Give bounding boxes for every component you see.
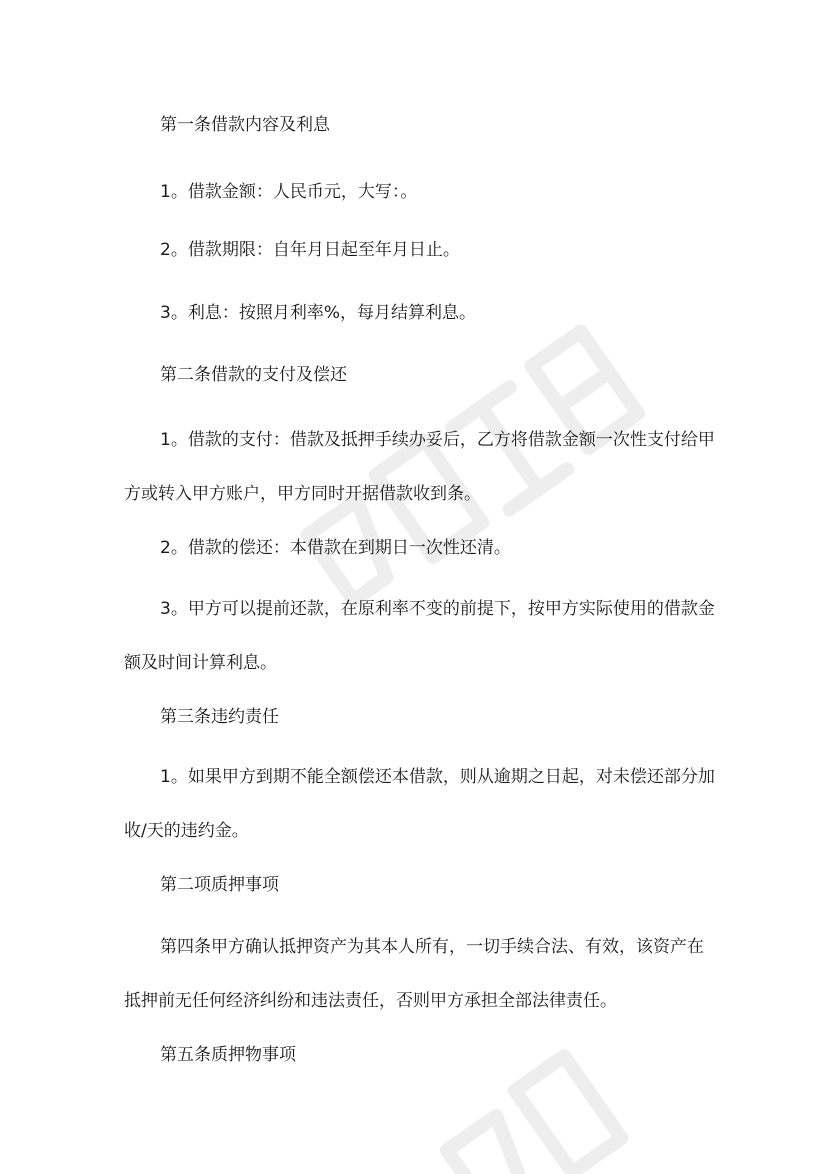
paragraph-text: 额及时间计算利息。 bbox=[124, 653, 277, 673]
paragraph-1-1 bbox=[124, 165, 714, 219]
heading-text: 第一条借款内容及利息 bbox=[160, 115, 330, 135]
section-heading-item-2 bbox=[124, 858, 714, 912]
heading-text: 第五条质押物事项 bbox=[160, 1045, 296, 1065]
section-heading-1 bbox=[124, 98, 714, 152]
paragraph-text: 2。借款的偿还：本借款在到期日一次性还清。 bbox=[160, 538, 511, 558]
paragraph-2-2 bbox=[124, 521, 714, 575]
paragraph-text: 2。借款期限：自年月日起至年月日止。 bbox=[160, 240, 460, 260]
paragraph-text: 1。借款金额：人民币元，大写：。 bbox=[160, 182, 418, 202]
paragraph-1-3 bbox=[124, 286, 714, 340]
paragraph-1-2 bbox=[124, 223, 714, 277]
paragraph-2-1 bbox=[124, 413, 714, 521]
paragraph-text: 抵押前无任何经济纠纷和违法责任，否则甲方承担全部法律责任。 bbox=[124, 991, 617, 1011]
heading-text: 第三条违约责任 bbox=[160, 707, 279, 727]
paragraph-2-3 bbox=[124, 582, 714, 690]
paragraph-text: 收/天的违约金。 bbox=[124, 821, 249, 841]
paragraph-4 bbox=[124, 920, 714, 1028]
paragraph-text: 1。借款的支付：借款及抵押手续办妥后，乙方将借款金额一次性支付给甲 bbox=[160, 430, 715, 450]
section-heading-2 bbox=[124, 348, 714, 402]
heading-text: 第二条借款的支付及偿还 bbox=[160, 365, 347, 385]
heading-text: 第二项质押事项 bbox=[160, 875, 279, 895]
section-heading-5 bbox=[124, 1028, 714, 1082]
paragraph-text: 第四条甲方确认抵押资产为其本人所有，一切手续合法、有效，该资产在 bbox=[160, 937, 704, 957]
section-heading-3 bbox=[124, 690, 714, 744]
paragraph-text: 1。如果甲方到期不能全额偿还本借款，则从逾期之日起，对未偿还部分加 bbox=[160, 767, 715, 787]
paragraph-text: 3。甲方可以提前还款，在原利率不变的前提下，按甲方实际使用的借款金 bbox=[160, 599, 715, 619]
paragraph-text: 3。利息：按照月利率%，每月结算利息。 bbox=[160, 303, 476, 323]
paragraph-text: 方或转入甲方账户，甲方同时开据借款收到条。 bbox=[124, 484, 481, 504]
paragraph-3-1 bbox=[124, 750, 714, 858]
